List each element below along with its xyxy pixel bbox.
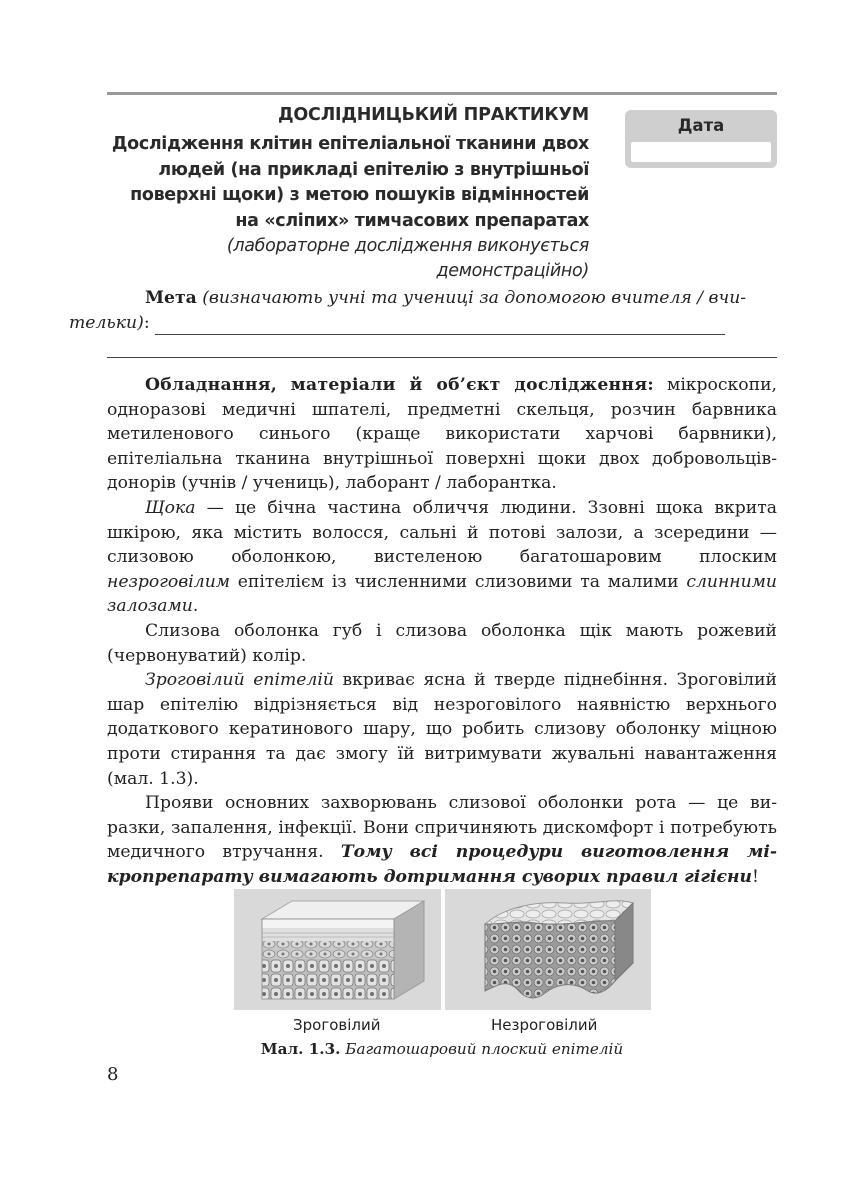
term-keratinized: Зроговілий епітелій bbox=[145, 670, 334, 691]
cheek-end: . bbox=[192, 596, 199, 617]
keratinized-label: Зроговілий bbox=[293, 1016, 381, 1034]
practicum-heading bbox=[107, 101, 589, 284]
keratinized-text: вкриває ясна й тверде піднебіння. Зроговілий шар епітелію відрізняється від незроговілого наявністю верхнього додаткового кератинового шару, що робить слизову оболонку міцною проти стирання та дає змогу їй витримувати жувальні навантаження (мал. 1.3). bbox=[107, 670, 777, 789]
subtitle-line: на «сліпих» тимчасових препаратах bbox=[235, 210, 589, 231]
subtitle-line: Дослідження клітин епітеліальної тканини двох bbox=[111, 134, 589, 154]
aim-section bbox=[69, 286, 777, 335]
diseases-paragraph bbox=[107, 791, 777, 889]
date-field[interactable] bbox=[631, 142, 771, 162]
body-text bbox=[107, 373, 777, 889]
aim-answer-line[interactable] bbox=[155, 316, 725, 335]
practicum-subtitle bbox=[107, 132, 589, 234]
diseases-text: Прояви основних захворювань слизової оболонки рота — це виразки, запалення, інфекції. Вони спричиняють дискомфорт і потребують медичного втручання. bbox=[107, 793, 777, 863]
cheek-text-2: епітелієм із численними слизовими та малими bbox=[230, 571, 687, 592]
hygiene-warning: Тому всі процедури виготовлення мікропрепарату вимагають дотримання суворих правил гігієни bbox=[107, 842, 777, 887]
figure-number: Мал. 1.3. bbox=[260, 1040, 341, 1058]
note-line: (лабораторне дослідження виконується bbox=[226, 236, 589, 256]
mucosa-paragraph: Слизова оболонка губ і слизова оболонка щік мають рожевий (червонуватий) колір. bbox=[107, 620, 777, 666]
term-nonkeratinized: незроговілим bbox=[107, 571, 231, 592]
practicum-title: ДОСЛІДНИЦЬКИЙ ПРАКТИКУМ bbox=[277, 105, 589, 125]
figure-title: Багатошаровий плоский епітелій bbox=[340, 1040, 624, 1058]
term-salivary-glands: слинними залозами bbox=[107, 571, 777, 617]
note-line: демонстраційно) bbox=[436, 261, 589, 281]
aim-answer-line-2[interactable] bbox=[107, 357, 777, 358]
aim-paragraph bbox=[69, 286, 777, 335]
aim-instruction-cont: тельки) bbox=[69, 312, 144, 333]
equipment-text: мікроскопи, одноразові медичні шпателі, предметні скельця, розчин барвника метиленового синього (краще використати харчові барвники), епітеліальна тканина внутрішньої поверхні щоки двох добровольців-донорів (учнів / учениць), лаборант / лаборантка. bbox=[107, 375, 777, 494]
term-cheek: Щока bbox=[145, 497, 196, 518]
cheek-paragraph bbox=[107, 496, 777, 619]
date-box bbox=[625, 110, 777, 168]
practicum-note bbox=[107, 234, 589, 284]
page-number: 8 bbox=[107, 1064, 119, 1085]
hygiene-warning-end: ! bbox=[752, 866, 759, 887]
nonkeratinized-epithelium-figure bbox=[445, 889, 651, 1010]
date-label: Дата bbox=[677, 116, 725, 135]
figure-caption bbox=[107, 1040, 777, 1058]
keratinized-epithelium-illustration bbox=[234, 889, 441, 1010]
nonkeratinized-epithelium-illustration bbox=[445, 889, 651, 1010]
top-rule bbox=[107, 92, 777, 95]
aim-colon: : bbox=[143, 312, 150, 333]
aim-instruction: (визначають учні та учениці за допомогою вчителя / вчи- bbox=[202, 288, 747, 308]
subtitle-line: людей (на прикладі епітелію з внутрішньої bbox=[158, 159, 589, 180]
keratinized-paragraph bbox=[107, 668, 777, 791]
subtitle-line: поверхні щоки) з метою пошуків відмінностей bbox=[130, 185, 589, 205]
equipment-label: Обладнання, матеріали й об’єкт дослідження: bbox=[145, 375, 654, 395]
keratinized-epithelium-figure bbox=[234, 889, 441, 1010]
aim-label: Мета bbox=[145, 288, 197, 308]
nonkeratinized-label: Незроговілий bbox=[491, 1016, 598, 1034]
cheek-text-1: — це бічна частина обличчя людини. Ззовні щока вкрита шкірою, яка містить волосся, сальні й потові залози, а зсередини — слизовою оболонкою, вистеленою багатошаровим плоским bbox=[107, 497, 777, 568]
equipment-paragraph bbox=[107, 373, 777, 496]
